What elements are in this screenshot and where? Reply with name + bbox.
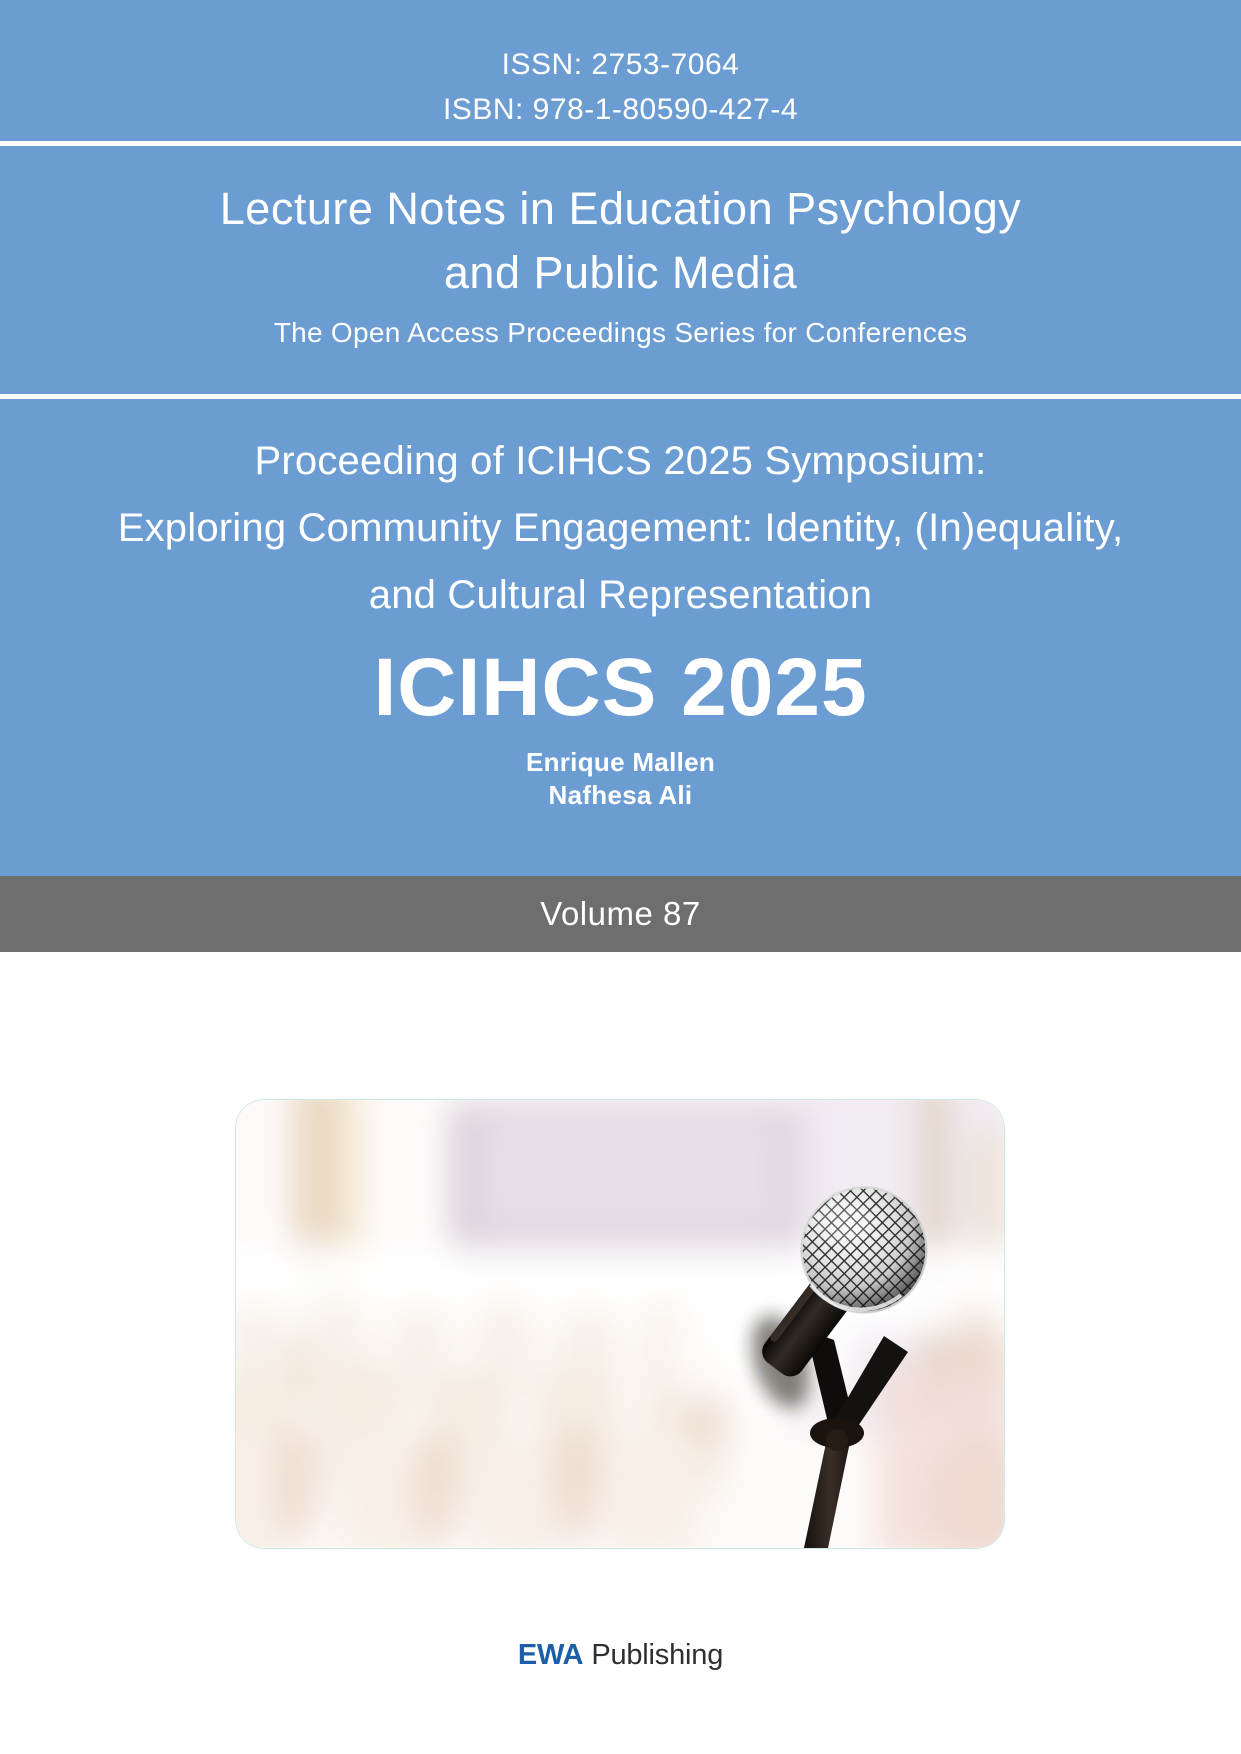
issn-text: ISSN: 2753-7064 <box>501 48 740 81</box>
cover-photo-microphone <box>236 1100 1004 1548</box>
proceeding-title <box>0 428 1241 629</box>
volume-label: Volume 87 <box>540 895 701 932</box>
cover-header-block <box>0 0 1241 876</box>
identifier-block <box>0 42 1241 132</box>
editors-block <box>0 746 1241 812</box>
editor-name: Enrique Mallen <box>525 747 716 777</box>
proceeding-title-line2: Exploring Community Engagement: Identity, (In)equality, <box>117 506 1124 550</box>
publisher-suffix-text: Publishing <box>591 1639 724 1671</box>
series-subtitle: The Open Access Proceedings Series for Conferences <box>273 317 968 348</box>
series-title-line1: Lecture Notes in Education Psychology <box>219 183 1022 234</box>
series-title <box>0 177 1241 305</box>
proceeding-title-line3: and Cultural Representation <box>368 573 873 617</box>
volume-band <box>0 876 1241 952</box>
divider-line-bottom <box>0 394 1241 399</box>
publisher-brand-text: EWA <box>517 1639 584 1671</box>
conference-acronym: ICIHCS 2025 <box>373 642 868 733</box>
series-title-line2: and Public Media <box>443 247 798 298</box>
isbn-text: ISBN: 978-1-80590-427-4 <box>442 93 799 126</box>
editor-name: Nafhesa Ali <box>548 780 693 810</box>
proceeding-title-line1: Proceeding of ICIHCS 2025 Symposium: <box>254 439 987 483</box>
divider-line-top <box>0 141 1241 146</box>
publisher-logo <box>0 1640 1241 1670</box>
microphone-conference-illustration <box>236 1100 1004 1548</box>
